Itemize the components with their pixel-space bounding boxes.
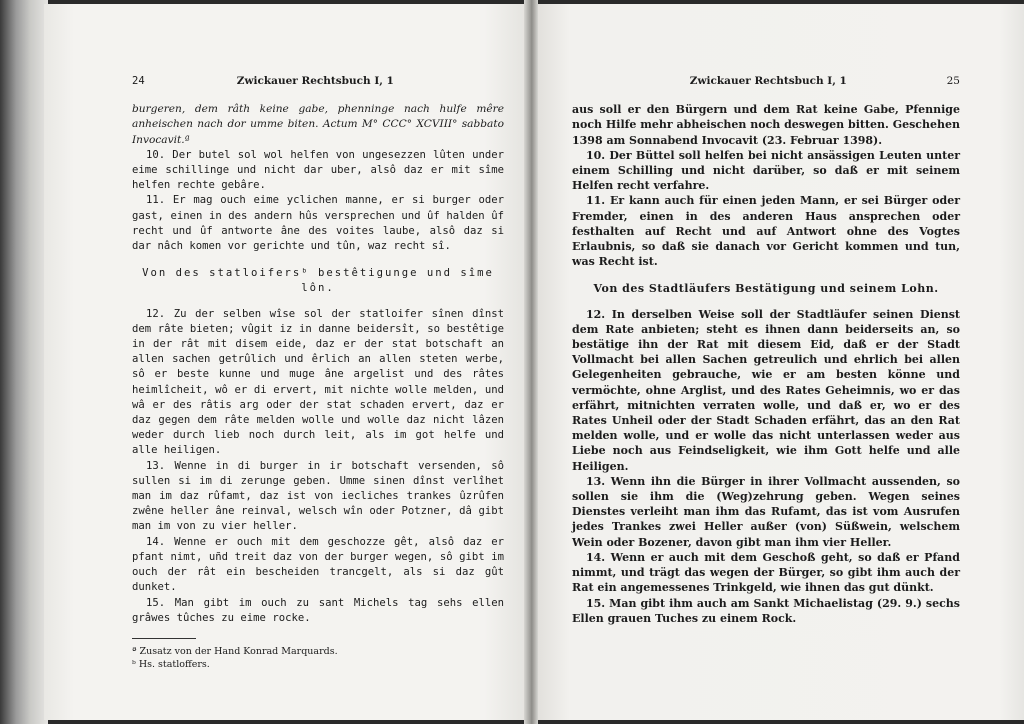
- left-page: [44, 4, 530, 720]
- right-para-10: 10. Der Büttel soll helfen bei nicht ansässigen Leuten unter einem Schilling und nicht darüber, so daß er mit seinem Helfen recht verfahre.: [572, 148, 960, 193]
- left-running-head: Zwickauer Rechtsbuch I, 1: [236, 75, 394, 87]
- right-para-13: 13. Wenn ihn die Bürger in ihrer Vollmacht aussenden, so sollen sie ihm die (Weg)zehrung geben. Wegen seines Dienstes verleiht man ihm das Rufamt, das ist vom Ausrufen jedes Trankes zwei Heller außer (von) Süßwein, welschem Wein oder Bozener, davon gibt man ihm vier Heller.: [572, 474, 960, 549]
- right-para-15: 15. Man gibt ihm auch am Sankt Michaelistag (29. 9.) sechs Ellen grauen Tuches zu einem Rock.: [572, 596, 960, 625]
- left-para-13: 13. Wenne in di burger in ir botschaft versenden, sô sullen si im di zerunge geben. Umme sinen dînst verlîhet man im daz rûfamt, daz ist von iecliches trankes ûzrûfen zwêne heller âne reinval, welsch wîn oder Potzner, dâ gibt man im von zu vier heller.: [132, 459, 504, 533]
- right-section-heading: Von des Stadtläufers Bestätigung und seinem Lohn.: [593, 282, 939, 296]
- left-page-number: 24: [132, 75, 145, 87]
- left-para-15: 15. Man gibt im ouch zu sant Michels tag sehs ellen grâwes tûches zu eime rocke.: [132, 596, 504, 624]
- right-page: [530, 4, 1024, 720]
- left-section-heading: Von des statloifersᵇ bestêtigunge und sîme lôn.: [142, 267, 494, 295]
- right-para-14: 14. Wenn er auch mit dem Geschoß geht, so daß er Pfand nimmt, und trägt das wegen der Bürger, so gibt ihm auch der Rat ein angemessenes Trinkgeld, wie ihnen das gut dünkt.: [572, 550, 960, 595]
- right-page-number: 25: [946, 75, 960, 87]
- right-text-column: [572, 74, 960, 626]
- left-intro: burgeren, dem râth keine gabe, phenninge nach hulfe mêre anheischen nach dor umme biten. Actum M° CCC° XCVIII° sabbato Invocavit.ª: [132, 103, 504, 146]
- left-para-10: 10. Der butel sol wol helfen von ungesezzen lûten under eime schillinge und nicht dar uber, alsô daz er mit sîme helfen rechte gebâre.: [132, 148, 504, 192]
- right-para-11: 11. Er kann auch für einen jeden Mann, er sei Bürger oder Fremder, einen in des anderen Haus ansprechen oder festhalten auf Recht und auf Antwort ohne des Vogtes Erlaubnis, so daß sie danach vor Gericht kommen und tun, was Recht ist.: [572, 194, 960, 269]
- footnote-a: ª Zusatz von der Hand Konrad Marquards.: [132, 645, 338, 657]
- left-para-12: 12. Zu der selben wîse sol der statloifer sînen dînst dem râte bieten; vûgit iz in danne beidersît, so bestêtige in der rât mit disem eide, daz er der stat botschaft an allen sachen getrûlich und êrlich an allen steten werbe, sô er beste kunne und muge âne argelist und des râtes heimlîcheit, wô er di ervert, mit nichte wolle melden, und wâ er des râtis arg oder der stat schaden ervert, daz er daz gegen dem râte melden wolle und wolle daz nicht lâzen weder durch lieb noch durch leit, als im got helfe und alle heiligen.: [132, 307, 504, 457]
- right-running-head: Zwickauer Rechtsbuch I, 1: [689, 75, 847, 87]
- left-para-14: 14. Wenne er ouch mit dem geschozze gêt, alsô daz er pfant nimt, uñd treit daz von der burger wegen, sô gibt im ouch der rât ein bescheiden trancgelt, als si daz gût dunket.: [132, 535, 504, 594]
- right-intro: aus soll er den Bürgern und dem Rat keine Gabe, Pfennige noch Hilfe mehr abheischen noch deswegen bitten. Geschehen 1398 am Sonnabend Invocavit (23. Februar 1398).: [572, 103, 960, 147]
- right-header: [572, 74, 960, 89]
- right-para-12: 12. In derselben Weise soll der Stadtläufer seinen Dienst dem Rate anbieten; steht es ihnen dann beiderseits an, so bestätige ihn der Rat mit diesem Eid, daß er der Stadt Vollmacht bei allen Sachen getreulich und ehrlich bei allen Gelegenheiten gebrauche, wie er am besten könne und vermöchte, ohne Arglist, und des Rates Geheimnis, wo er das erfährt, mitnichten verraten wolle, und daß er, wo er des Rates Unheil oder der Stadt Schaden erfährt, das an den Rat melden wolle, und er wolle das nicht unterlassen weder aus Liebe noch aus Feindseligkeit, wie ihm Gott helfe und alle Heiligen.: [572, 307, 960, 473]
- left-text-column: [132, 74, 504, 671]
- footnote-rule: [132, 638, 196, 639]
- book-edge: [0, 0, 48, 724]
- left-header: [132, 74, 504, 89]
- footnote-b: ᵇ Hs. statloffers.: [132, 658, 210, 670]
- book-gutter: [524, 0, 538, 724]
- left-para-11: 11. Er mag ouch eime yclichen manne, er si burger oder gast, einen in des andern hûs versprechen und ûf halden ûf recht und ûf antworte âne des voites laube, alsô daz si dar nâch komen vor gerichte und tûn, waz recht sî.: [132, 194, 504, 253]
